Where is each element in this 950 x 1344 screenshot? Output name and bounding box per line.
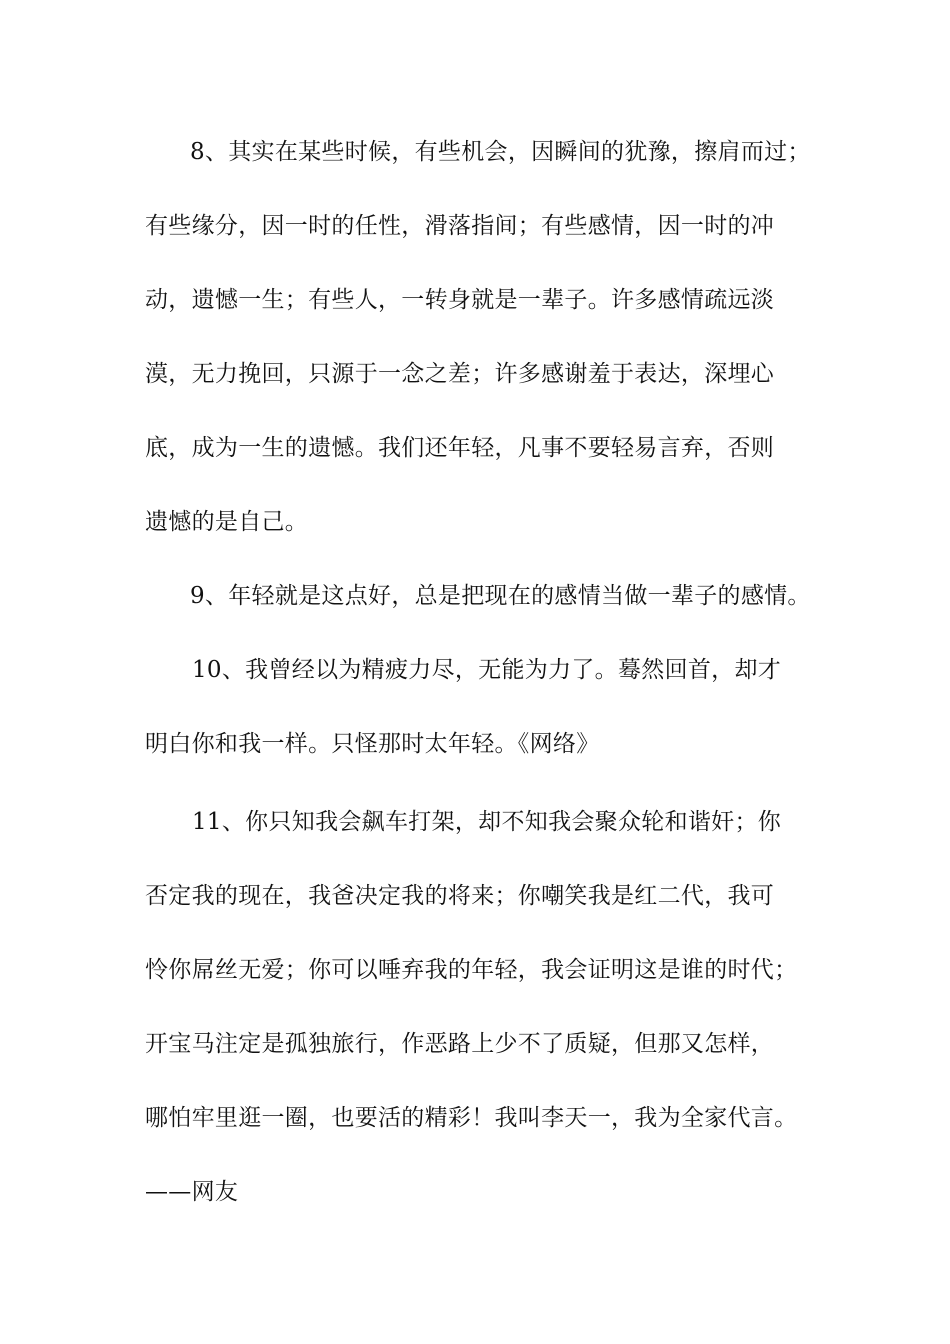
- paragraph-11-line-6: ——网友: [145, 1179, 239, 1205]
- paragraph-11-line-3: 怜你屌丝无爱；你可以唾弃我的年轻，我会证明这是谁的时代；: [145, 957, 798, 983]
- paragraph-11-line-1: 11、你只知我会飙车打架，却不知我会聚众轮和谐奸；你: [192, 809, 782, 835]
- paragraph-10-line-2: 明白你和我一样。只怪那时太年轻。《网络》: [145, 731, 600, 757]
- paragraph-8-line-2: 有些缘分，因一时的任性，滑落指间；有些感情，因一时的冲: [145, 213, 775, 239]
- paragraph-8-line-6: 遗憾的是自己。: [145, 509, 309, 535]
- paragraph-8-line-3: 动，遗憾一生；有些人，一转身就是一辈子。许多感情疏远淡: [145, 287, 775, 313]
- paragraph-11-line-2: 否定我的现在，我爸决定我的将来；你嘲笑我是红二代，我可: [145, 883, 775, 909]
- paragraph-8-line-1: 8、其实在某些时候，有些机会，因瞬间的犹豫，擦肩而过；: [190, 139, 811, 165]
- paragraph-8-line-4: 漠，无力挽回，只源于一念之差；许多感谢羞于表达，深埋心: [145, 361, 775, 387]
- paragraph-8-line-5: 底，成为一生的遗憾。我们还年轻，凡事不要轻易言弃，否则: [145, 435, 775, 461]
- paragraph-11-line-5: 哪怕牢里逛一圈，也要活的精彩！我叫李天一，我为全家代言。: [145, 1105, 798, 1131]
- paragraph-9-line-1: 9、年轻就是这点好，总是把现在的感情当做一辈子的感情。: [190, 583, 811, 609]
- paragraph-10-line-1: 10、我曾经以为精疲力尽，无能为力了。蓦然回首，却才: [192, 657, 782, 683]
- paragraph-11-line-4: 开宝马注定是孤独旅行，作恶路上少不了质疑，但那又怎样，: [145, 1031, 775, 1057]
